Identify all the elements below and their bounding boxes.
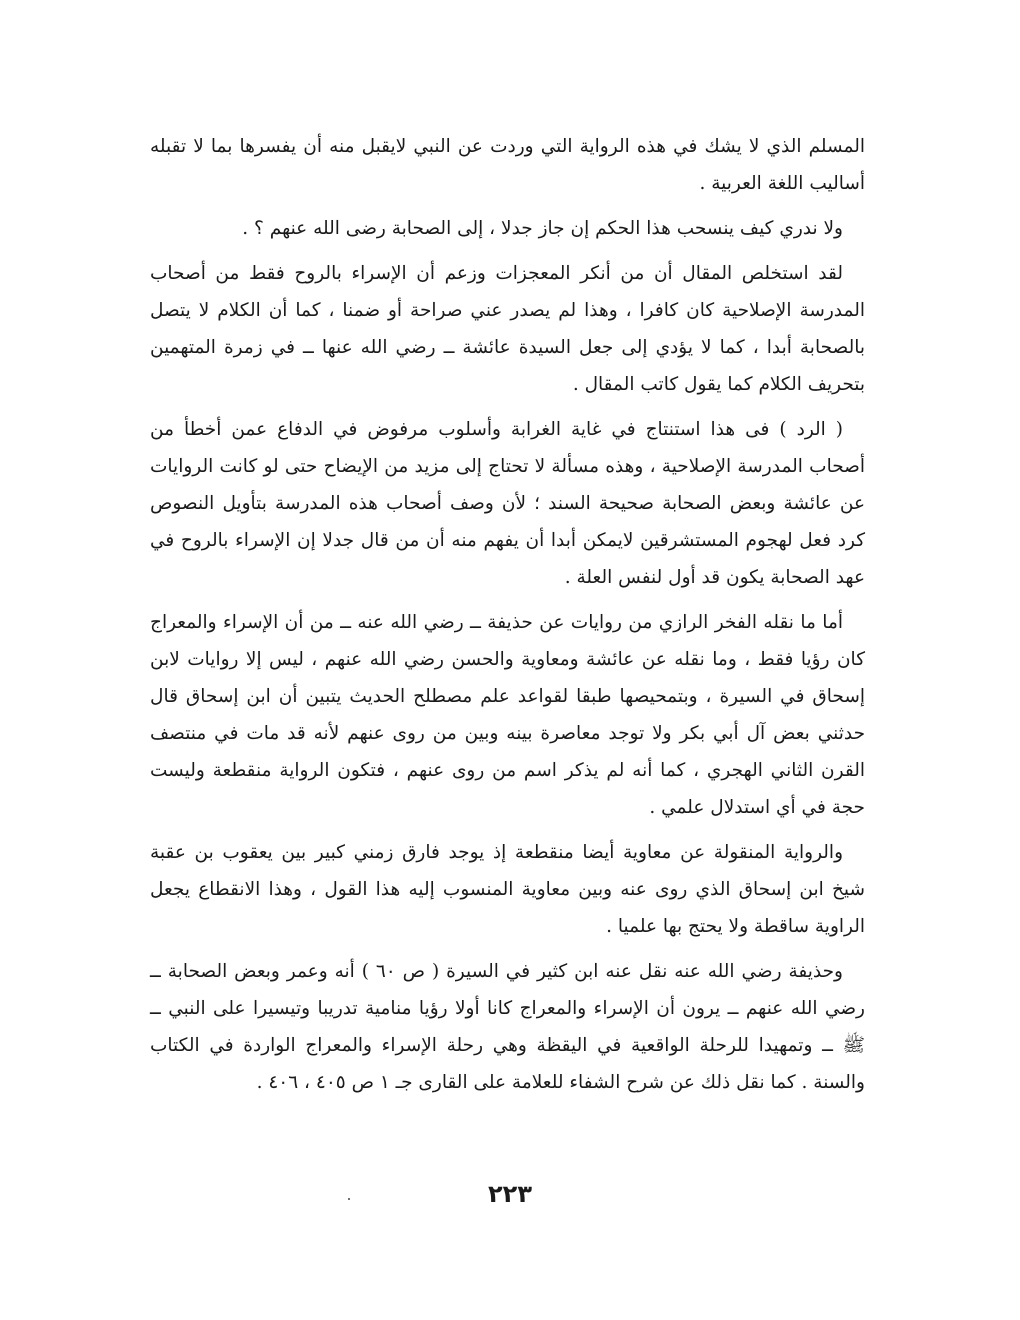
paragraph-text: أما ما نقله الفخر الرازي من روايات عن حذيفة ــ رضي الله عنه ــ من أن الإسراء والمعراج كان رؤيا فقط ، وما نقله عن عائشة ومعاوية والحسن رضي الله عنهم ، ليس إلا روايات لابن إسحاق في السيرة ، وبتمحيصها طبقا لقواعد علم مصطلح الحديث يتبين أن ابن إسحاق قال حدثني بعض آل أبي بكر ولا توجد معاصرة بينه وبين من روى عنهم لأنه قد مات في منتصف القرن الثاني الهجري ، كما أنه لم يذكر اسم من روى عنهم ، فتكون الرواية منقطعة وليست حجة في أي استدلال علمي . <box>150 612 865 818</box>
paragraph-text: ولا ندري كيف ينسحب هذا الحكم إن جاز جدلا ، إلى الصحابة رضى الله عنهم ؟ . <box>242 218 843 239</box>
paragraph-text: والرواية المنقولة عن معاوية أيضا منقطعة إذ يوجد فارق زمني كبير بين يعقوب بن عقبة شيخ ابن إسحاق الذي روى عنه وبين معاوية المنسوب إليه هذا القول ، وهذا الانقطاع يجعل الراوية ساقطة ولا يحتج بها علميا . <box>150 842 865 937</box>
paragraph-text: وحذيفة رضي الله عنه نقل عنه ابن كثير في السيرة ( ص ٦٠ ) أنه وعمر وبعض الصحابة ــ رضي الله عنهم ــ يرون أن الإسراء والمعراج كانا أولا رؤيا منامية تدريبا وتيسيرا على النبي ــ ﷺ ــ وتمهيدا للرحلة الواقعية في اليقظة وهي رحلة الإسراء والمعراج الواردة في الكتاب والسنة . كما نقل ذلك عن شرح الشفاء للعلامة على القارى جـ ١ ص ٤٠٥ ، ٤٠٦ . <box>150 961 865 1093</box>
page-body <box>150 128 865 1109</box>
paragraph-7 <box>150 953 865 1101</box>
paragraph-2 <box>150 210 865 247</box>
paragraph-text: المسلم الذي لا يشك في هذه الرواية التي وردت عن النبي لايقبل منه أن يفسرها بما لا تقبله أساليب اللغة العربية . <box>150 136 865 194</box>
paragraph-3 <box>150 255 865 403</box>
scan-speck <box>348 1198 350 1200</box>
paragraph-5 <box>150 604 865 826</box>
paragraph-1 <box>150 128 865 202</box>
paragraph-6 <box>150 834 865 945</box>
paragraph-text: لقد استخلص المقال أن من أنكر المعجزات وزعم أن الإسراء بالروح فقط من أصحاب المدرسة الإصلاحية كان كافرا ، وهذا لم يصدر عني صراحة أو ضمنا ، كما أن الكلام لا يتصل بالصحابة أبدا ، كما لا يؤدي إلى جعل السيدة عائشة ــ رضي الله عنها ــ في زمرة المتهمين بتحريف الكلام كما يقول كاتب المقال . <box>150 263 865 395</box>
paragraph-4 <box>150 411 865 596</box>
paragraph-text: ( الرد ) فى هذا استنتاج في غاية الغرابة وأسلوب مرفوض في الدفاع عمن أخطأ من أصحاب المدرسة الإصلاحية ، وهذه مسألة لا تحتاج إلى مزيد من الإيضاح حتى لو كانت الروايات عن عائشة وبعض الصحابة صحيحة السند ؛ لأن وصف أصحاب هذه المدرسة بتأويل النصوص كرد فعل لهجوم المستشرقين لايمكن أبدا أن يفهم منه أن من قال جدلا إن الإسراء بالروح في عهد الصحابة يكون قد أول لنفس العلة . <box>150 419 865 588</box>
page-number: ٢٢٣ <box>488 1180 532 1208</box>
